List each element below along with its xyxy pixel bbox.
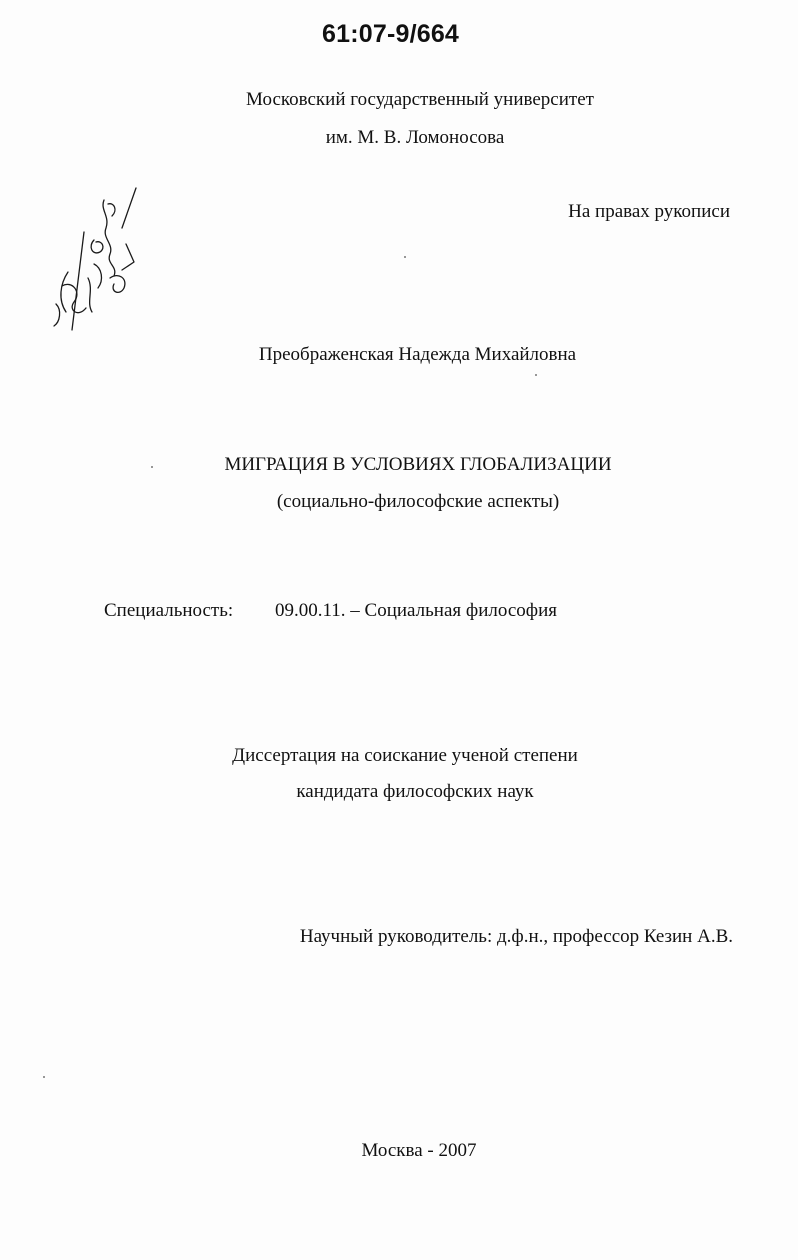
manuscript-rights-note: На правах рукописи [568, 201, 730, 222]
thesis-title: МИГРАЦИЯ В УСЛОВИЯХ ГЛОБАЛИЗАЦИИ [224, 454, 612, 475]
scientific-supervisor: Научный руководитель: д.ф.н., профессор Кезин А.В. [299, 926, 733, 947]
specialty-label: Специальность: [104, 600, 234, 621]
author-name: Преображенская Надежда Михайловна [258, 344, 577, 365]
scan-speck [151, 466, 153, 468]
degree-line-1: Диссертация на соискание ученой степени [232, 745, 578, 766]
degree-line-2: кандидата философских наук [296, 781, 534, 802]
scan-speck [404, 256, 406, 258]
specialty-value: 09.00.11. – Социальная философия [275, 600, 557, 621]
city-and-year: Москва - 2007 [361, 1140, 477, 1161]
scan-speck [535, 374, 537, 376]
university-dedication: им. М. В. Ломоносова [325, 127, 505, 148]
scan-speck [43, 1076, 45, 1078]
catalog-number: 61:07-9/664 [322, 20, 460, 48]
signature-icon [48, 180, 148, 340]
university-name: Московский государственный университет [246, 89, 594, 110]
thesis-subtitle: (социально-философские аспекты) [276, 491, 560, 512]
